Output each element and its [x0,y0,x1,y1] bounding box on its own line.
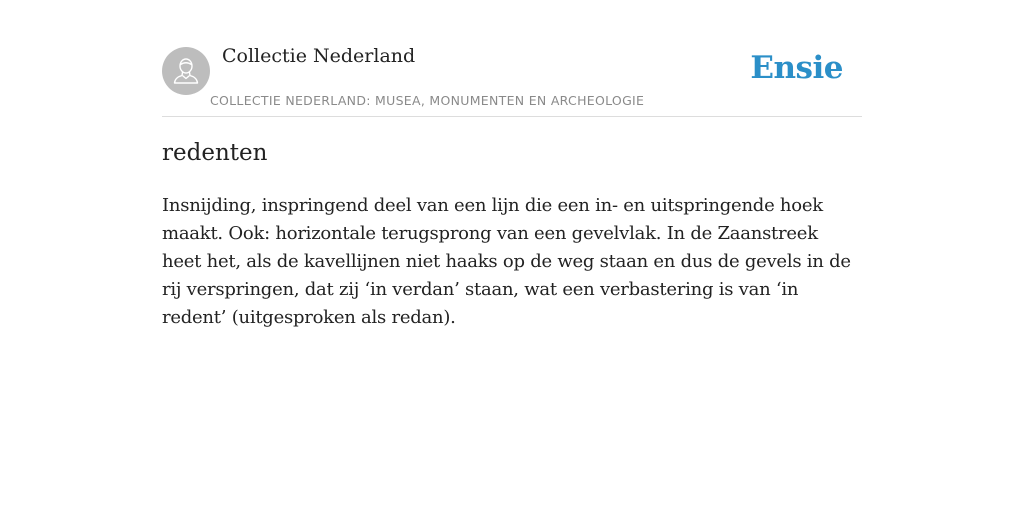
author-subtitle-link[interactable]: COLLECTIE NEDERLAND: MUSEA, MONUMENTEN EN ARCHEOLOGIE [210,93,645,108]
author-avatar[interactable] [162,47,210,95]
user-silhouette-icon [162,47,210,95]
entry-header [162,40,862,117]
entry-definition: Insnijding, inspringend deel van een lijn die een in- en uitspringende hoek maakt. Ook: horizontale terugsprong van een gevelvlak. In de Zaanstreek heet het, als de kavellijnen niet haaks op de weg staan en dus de gevels in de rij verspringen, dat zij ‘in verdan’ staan, wat een verbastering is van ‘in redent’ (uitgesproken als redan). [162,195,851,328]
entry-term-title: redenten [162,140,268,166]
ensie-logo[interactable]: Ensie [750,50,843,86]
author-name-link[interactable]: Collectie Nederland [222,45,416,67]
